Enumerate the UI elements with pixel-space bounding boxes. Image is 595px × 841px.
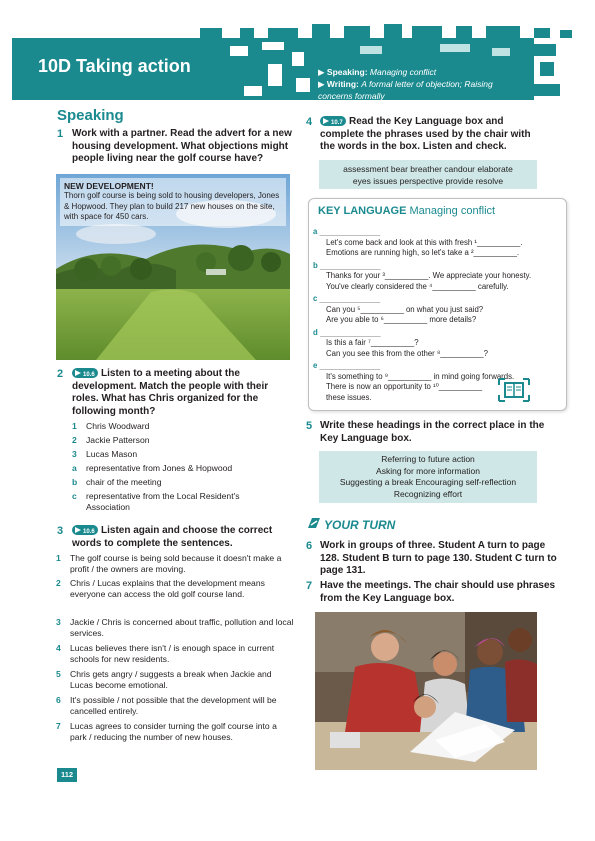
kl-section-e: e ______________ It's something to ⁹__________ in mind going forwards. There is now an opportunity to ¹⁰__________ these issues. [313, 361, 515, 402]
list-item: 1 Chris Woodward [72, 421, 150, 431]
list-item: 1 The golf course is being sold because it doesn't make a profit / the owners are moving. [56, 553, 282, 574]
advert-text: Thorn golf course is being sold to housing developers, Jones & Hopwood. They plan to build 217 new houses on the site, with space for 450 cars. [64, 191, 280, 221]
list-item: c representative from the Local Resident's Association [72, 491, 240, 512]
exercise-5: 5 Write these headings in the correct place in the Key Language box. [306, 420, 564, 445]
kl-section-c: c ______________ Can you ⁵__________ on what you just said? Are you able to ⁶__________ more details? [313, 294, 484, 324]
audio-play-icon[interactable]: 10.6 [72, 368, 98, 378]
list-item: b chair of the meeting [72, 477, 162, 487]
exercise-4: 4 10.7 Read the Key Language box and complete the phrases used by the chair with the words in the box. Listen and check. [306, 116, 542, 154]
exercise-7: 7 Have the meetings. The chair should use phrases from the Key Language box. [306, 580, 564, 605]
advert-box [60, 178, 286, 226]
exercise-1-instruction: Work with a partner. Read the advert for a new housing development. What objections might people living near the golf course have? [72, 128, 292, 164]
list-item: 2 Chris / Lucas explains that the development means everyone can access the old golf course land. [56, 578, 265, 599]
list-item: 3 Lucas Mason [72, 449, 138, 459]
kl-section-a: a ______________ Let's come back and look at this with fresh ¹__________. Emotions are running high, so let's take a ²__________. [313, 227, 523, 257]
list-item: a representative from Jones & Hopwood [72, 463, 233, 473]
exercise-7-instruction: Have the meetings. The chair should use phrases from the Key Language box. [320, 580, 556, 604]
meeting-photo [315, 612, 537, 770]
unit-title: 10D Taking action [38, 56, 191, 76]
word-box: assessment bear breather candour elaborate eyes issues perspective provide resolve [319, 160, 537, 189]
exercise-1: 1 Work with a partner. Read the advert for a new housing development. What objections might people living near the golf course have? [57, 128, 297, 166]
book-icon [497, 377, 531, 408]
pen-icon [306, 516, 322, 535]
your-turn-title: YOUR TURN [324, 518, 396, 532]
unit-goals: ▶ Speaking: Managing conflict ▶ Writing: A formal letter of objection; Raising concerns formally [318, 67, 493, 101]
exercise-6-instruction: Work in groups of three. Student A turn to page 128. Student B turn to page 130. Student C turn to page 131. [320, 540, 557, 576]
exercise-2: 2 10.6 Listen to a meeting about the development. Match the people with their roles. What has Chris organized for the following month? [57, 368, 297, 418]
section-title-speaking: Speaking [57, 107, 124, 124]
list-item: 2 Jackie Patterson [72, 435, 150, 445]
ex2-match-list [72, 421, 294, 513]
exercise-2-instruction: 10.6 Listen to a meeting about the development. Match the people with their roles. What has Chris organized for the following month? [72, 368, 269, 417]
advert-title: NEW DEVELOPMENT! [64, 181, 154, 191]
audio-play-icon[interactable]: 10.7 [320, 116, 346, 126]
exercise-4-instruction: 10.7 Read the Key Language box and complete the phrases used by the chair with the words in the box. Listen and check. [320, 116, 531, 152]
headings-box: Referring to future action Asking for more information Suggesting a break Encouraging self-reflection Recognizing effort [319, 451, 537, 503]
list-item: 4 Lucas believes there isn't / is enough space in current schools for new residents. [56, 643, 275, 664]
exercise-6: 6 Work in groups of three. Student A turn to page 128. Student B turn to page 130. Student C turn to page 131. [306, 540, 564, 578]
list-item: 3 Jackie / Chris is concerned about traffic, pollution and local services. [56, 617, 294, 638]
key-language-title: KEY LANGUAGE Managing conflict [318, 205, 496, 217]
exercise-5-instruction: Write these headings in the correct place in the Key Language box. [320, 420, 545, 444]
kl-section-d: d ______________ Is this a fair ⁷__________? Can you see this from the other ⁸__________? [313, 327, 488, 358]
audio-play-icon[interactable]: 10.6 [72, 525, 98, 535]
kl-section-b: b ______________ Thanks for your ³__________. We appreciate your honesty. You've clearly considered the ⁴__________ carefully. [313, 260, 532, 291]
exercise-3: 3 10.6 Listen again and choose the correct words to complete the sentences. [57, 525, 297, 550]
list-item: 5 Chris gets angry / suggests a break when Jackie and Lucas become emotional. [56, 669, 272, 690]
list-item: 6 It's possible / not possible that the development will be cancelled entirely. [56, 695, 277, 716]
exercise-3-instruction: 10.6 Listen again and choose the correct words to complete the sentences. [72, 525, 273, 549]
list-item: 7 Lucas agrees to consider turning the golf course into a park / reducing the number of new houses. [56, 721, 277, 742]
page-number: 112 [57, 768, 77, 782]
